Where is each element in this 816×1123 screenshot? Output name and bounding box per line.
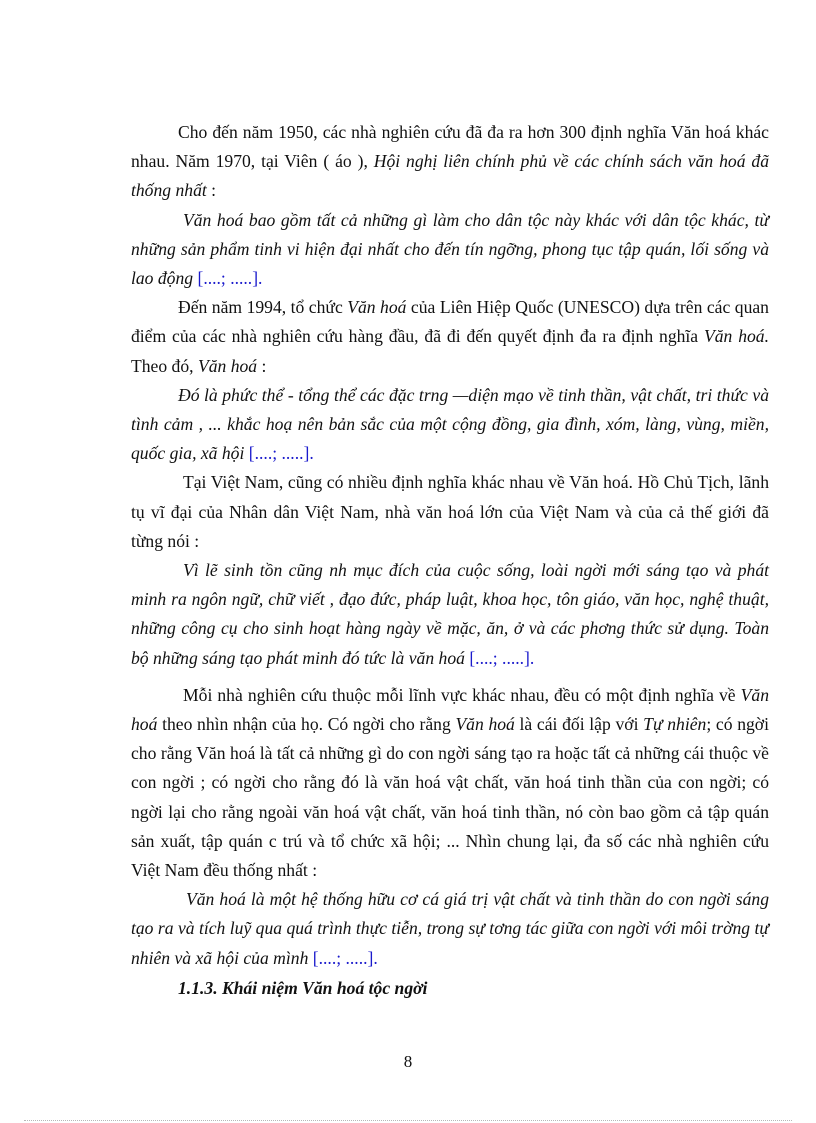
page-number: 8 [403, 1052, 413, 1071]
document-body [131, 118, 769, 1003]
quote-ho-chi-minh: Vì lẽ sinh tồn cũng nh mục đích của cuộc sống, loài ngời mới sáng tạo và phát minh ra ngôn ngữ, chữ viết , đạo đức, pháp luật, khoa học, tôn giáo, văn học, nghệ thuật, những công cụ cho sinh hoạt hàng ngày về mặc, ăn, ở và các phơng thức sử dụng. Toàn bộ những sáng tạo phát minh đó tức là văn hoá [....; .....]. [131, 560, 769, 668]
page-bottom-divider [24, 1120, 792, 1121]
section-heading: 1.1.3. Khái niệm Văn hoá tộc ngời [178, 977, 428, 998]
citation-ref[interactable]: [....; .....]. [197, 268, 263, 289]
paragraph-researchers: Mỗi nhà nghiên cứu thuộc mỗi lĩnh vực khác nhau, đều có một định nghĩa về Văn hoá theo nhìn nhận của họ. Có ngời cho rằng Văn hoá là cái đối lập với Tự nhiên; có ngời cho rằng Văn hoá là tất cả những gì do con ngời sáng tạo ra hoặc tất cả những cái thuộc về con ngời ; có ngời cho rằng đó là văn hoá vật chất, văn hoá tinh thần của con ngời; có ngời lại cho rằng ngoài văn hoá vật chất, văn hoá tinh thần, nó còn bao gồm cả tập quán sản xuất, tập quán c trú và tổ chức xã hội; ... Nhìn chung lại, đa số các nhà nghiên cứu Việt Nam đều thống nhất : [131, 684, 769, 881]
citation-ref[interactable]: [....; .....]. [469, 647, 535, 668]
quote-vietnam-definition: Văn hoá là một hệ thống hữu cơ cá giá trị vật chất và tinh thần do con ngời sáng tạo ra và tích luỹ qua quá trình thực tiễn, trong sự tơng tác giữa con ngời với môi trờng tự nhiên và xã hội của mình [....; .....]. [131, 889, 769, 968]
quote-unesco-definition: Đó là phức thể - tổng thể các đặc trng —diện mạo về tinh thần, vật chất, tri thức và tình cảm , ... khắc hoạ nên bản sắc của một cộng đồng, gia đình, xóm, làng, vùng, miền, quốc gia, xã hội [....; .....]. [131, 384, 769, 464]
quote-1970-definition: Văn hoá bao gồm tất cả những gì làm cho dân tộc này khác với dân tộc khác, từ những sản phẩm tinh vi hiện đại nhất cho đến tín ngỡng, phong tục tập quán, lối sống và lao động [....; .....]. [131, 209, 769, 289]
paragraph-vietnam: Tại Việt Nam, cũng có nhiều định nghĩa khác nhau về Văn hoá. Hồ Chủ Tịch, lãnh tụ vĩ đại của Nhân dân Việt Nam, nhà văn hoá lớn của Việt Nam và của cả thế giới đã từng nói : [131, 472, 769, 551]
paragraph-history: Cho đến năm 1950, các nhà nghiên cứu đã đa ra hơn 300 định nghĩa Văn hoá khác nhau. Năm 1970, tại Viên ( áo ), Hội nghị liên chính phủ về các chính sách văn hoá đã thống nhất : [131, 122, 770, 201]
citation-ref[interactable]: [....; .....]. [312, 947, 378, 968]
paragraph-unesco: Đến năm 1994, tổ chức Văn hoá của Liên Hiệp Quốc (UNESCO) dựa trên các quan điểm của các nhà nghiên cứu hàng đầu, đã đi đến quyết định đa ra định nghĩa Văn hoá. Theo đó, Văn hoá : [131, 297, 769, 376]
citation-ref[interactable]: [....; .....]. [248, 443, 314, 464]
